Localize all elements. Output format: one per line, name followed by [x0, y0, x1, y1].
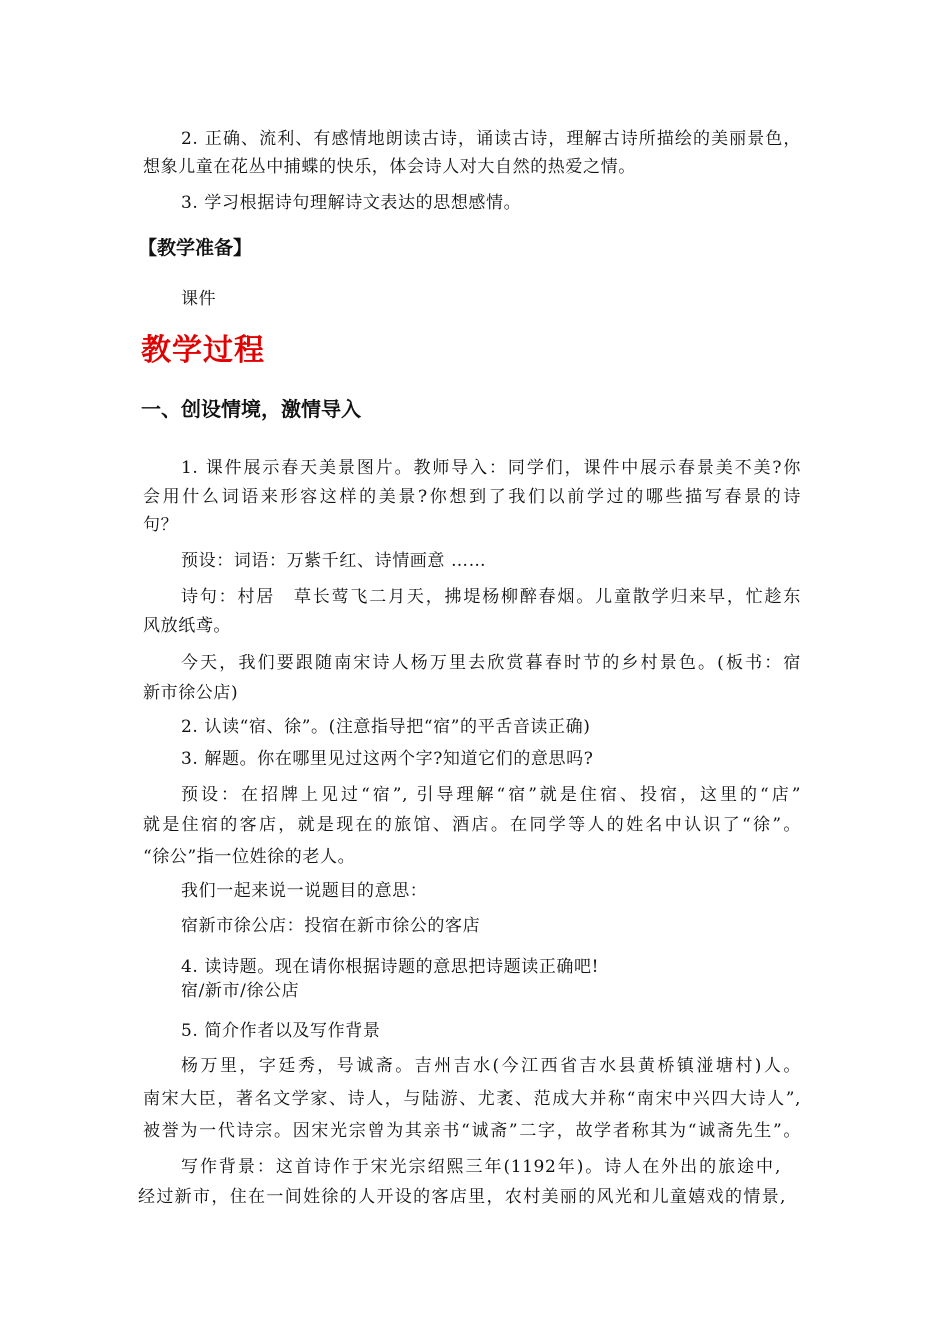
paragraph-7-line-1: 预设：在招牌上见过“宿”, 引导理解“宿”就是住宿、投宿，这里的“店” — [181, 785, 801, 805]
paragraph-4-line-2: 新市徐公店) — [143, 683, 239, 703]
paragraph-6: 3. 解题。你在哪里见过这两个字?知道它们的意思吗? — [181, 749, 594, 769]
paragraph-14-line-1: 写作背景：这首诗作于宋光宗绍熙三年(1192年)。诗人在外出的旅途中, — [181, 1157, 781, 1177]
process-title: 教学过程 — [141, 333, 265, 368]
objective-item-2-line-1: 2. 正确、流利、有感情地朗读古诗，诵读古诗，理解古诗所描绘的美丽景色， — [181, 129, 801, 149]
paragraph-1-line-3: 句？ — [143, 515, 179, 535]
paragraph-2: 预设：词语：万紫千红、诗情画意 …… — [181, 551, 487, 571]
objective-item-2-line-2: 想象儿童在花丛中捕蝶的快乐，体会诗人对大自然的热爱之情。 — [143, 157, 636, 177]
paragraph-1-line-2: 会用什么词语来形容这样的美景?你想到了我们以前学过的哪些描写春景的诗 — [143, 487, 801, 507]
paragraph-10: 4. 读诗题。现在请你根据诗题的意思把诗题读正确吧! — [181, 957, 600, 977]
paragraph-9: 宿新市徐公店：投宿在新市徐公的客店 — [181, 916, 481, 936]
paragraph-7-line-3: “徐公”指一位姓徐的老人。 — [143, 847, 356, 867]
paragraph-7-line-2: 就是住宿的客店，就是现在的旅馆、酒店。在同学等人的姓名中认识了“徐”。 — [143, 815, 801, 835]
paragraph-14-line-2: 经过新市，住在一间姓徐的人开设的客店里，农村美丽的风光和儿童嬉戏的情景, — [138, 1187, 786, 1207]
paragraph-3-line-2: 风放纸鸢。 — [143, 616, 231, 636]
paragraph-12: 5. 简介作者以及写作背景 — [181, 1021, 381, 1041]
paragraph-4-line-1: 今天，我们要跟随南宋诗人杨万里去欣赏暮春时节的乡村景色。(板书：宿 — [181, 653, 801, 673]
paragraph-11: 宿/新市/徐公店 — [181, 981, 300, 1001]
paragraph-8: 我们一起来说一说题目的意思： — [181, 881, 428, 901]
paragraph-13-line-2: 南宋大臣，著名文学家、诗人，与陆游、尤袤、范成大并称“南宋中兴四大诗人”, — [143, 1089, 801, 1109]
paragraph-3-line-1: 诗句：村居 草长莺飞二月天，拂堤杨柳醉春烟。儿童散学归来早，忙趁东 — [181, 587, 801, 607]
section-1-heading: 一、创设情境，激情导入 — [141, 397, 361, 421]
paragraph-5: 2. 认读“宿、徐”。(注意指导把“宿”的平舌音读正确) — [181, 717, 591, 737]
paragraph-13-line-1: 杨万里，字廷秀，号诚斋。吉州吉水(今江西省吉水县黄桥镇湴塘村)人。 — [181, 1056, 801, 1076]
paragraph-1-line-1: 1. 课件展示春天美景图片。教师导入：同学们，课件中展示春景美不美?你 — [181, 458, 801, 478]
paragraph-13-line-3: 被誉为一代诗宗。因宋光宗曾为其亲书“诚斋”二字，故学者称其为“诚斋先生”。 — [143, 1121, 801, 1141]
preparation-content: 课件 — [181, 289, 217, 309]
preparation-heading: 【教学准备】 — [138, 237, 253, 259]
objective-item-3: 3. 学习根据诗句理解诗文表达的思想感情。 — [181, 193, 522, 213]
